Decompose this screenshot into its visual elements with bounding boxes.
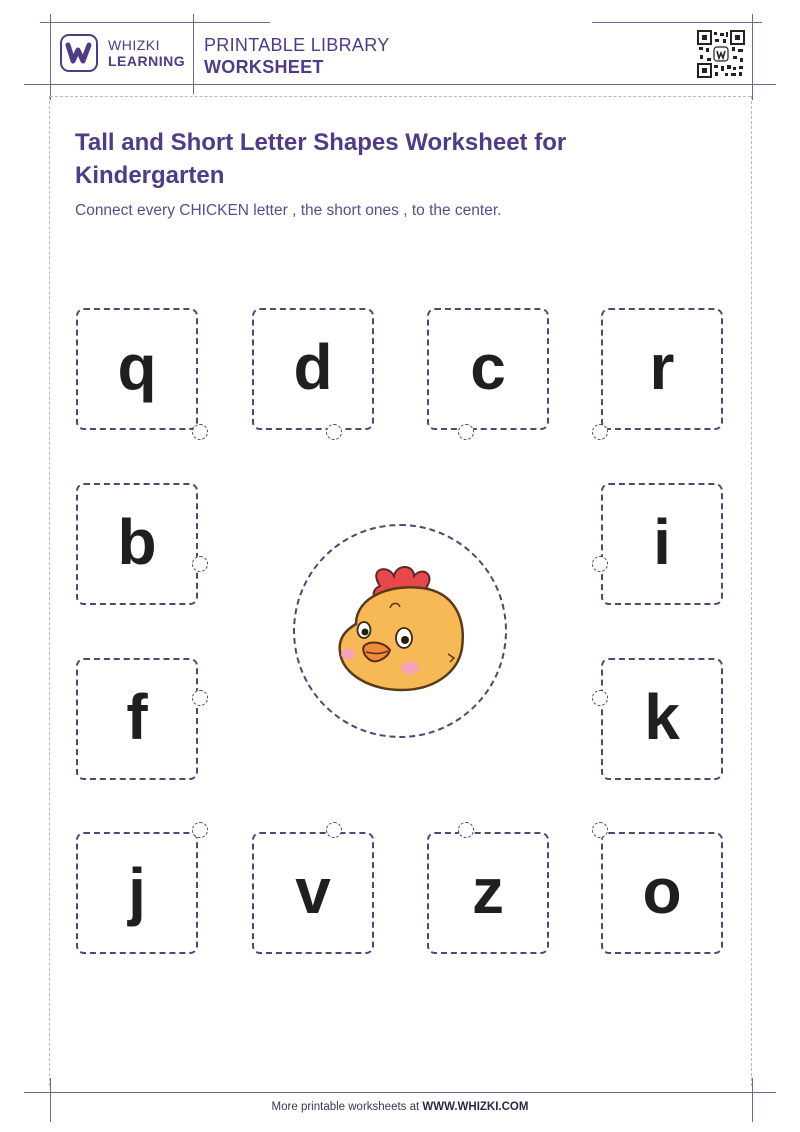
letter-text: f: [126, 681, 148, 753]
connector-dot[interactable]: [192, 822, 208, 838]
letter-text: k: [644, 681, 680, 753]
worksheet-instruction: Connect every CHICKEN letter , the short ones , to the center.: [75, 202, 502, 219]
page-border-left: [49, 96, 50, 1086]
letter-card-4[interactable]: [601, 308, 723, 430]
logo-text-whizki: WHIZKI: [108, 37, 160, 53]
letter-text: b: [117, 506, 157, 578]
connector-dot[interactable]: [458, 424, 474, 440]
header-divider: [193, 14, 194, 94]
letter-card-10[interactable]: [252, 832, 374, 954]
letter-card-12[interactable]: [601, 832, 723, 954]
letter-card-8[interactable]: [601, 658, 723, 780]
letter-card-11[interactable]: [427, 832, 549, 954]
letter-card-7[interactable]: [76, 658, 198, 780]
connector-dot[interactable]: [192, 690, 208, 706]
letter-card-5[interactable]: [76, 483, 198, 605]
frame-right-line: [752, 14, 753, 100]
letter-text: j: [128, 855, 146, 927]
letter-text: z: [472, 855, 504, 927]
worksheet-title: Tall and Short Letter Shapes Worksheet for Kindergarten: [75, 129, 567, 189]
page-border-right: [751, 96, 752, 1086]
header-top-rule-left: [40, 22, 270, 23]
header-label-worksheet: WORKSHEET: [204, 57, 324, 77]
letter-text: v: [295, 855, 331, 927]
footer-link[interactable]: WWW.WHIZKI.COM: [422, 1101, 529, 1113]
header-top-rule-right: [592, 22, 762, 23]
connector-dot[interactable]: [592, 690, 608, 706]
logo-text-learning: LEARNING: [108, 53, 186, 69]
letter-text: o: [642, 855, 682, 927]
connector-dot[interactable]: [592, 822, 608, 838]
connector-dot[interactable]: [592, 556, 608, 572]
letter-text: c: [470, 331, 506, 403]
connector-dot[interactable]: [192, 424, 208, 440]
footer-credit: [0, 1101, 800, 1113]
header-label-library: PRINTABLE LIBRARY: [204, 35, 390, 55]
letter-card-1[interactable]: [76, 308, 198, 430]
frame-left-line: [50, 14, 51, 100]
header-bottom-rule: [24, 84, 776, 85]
letter-text: d: [293, 331, 333, 403]
letter-text: r: [649, 331, 675, 403]
letter-text: i: [653, 506, 671, 578]
page-border-top: [50, 96, 751, 97]
letter-card-9[interactable]: [76, 832, 198, 954]
w-letter-logo-icon: [60, 34, 98, 72]
footer-left-line: [50, 1078, 51, 1122]
letter-card-6[interactable]: [601, 483, 723, 605]
footer-right-line: [752, 1078, 753, 1122]
footer-text: More printable worksheets at: [271, 1101, 420, 1113]
connector-dot[interactable]: [592, 424, 608, 440]
letter-card-3[interactable]: [427, 308, 549, 430]
letter-text: q: [117, 331, 157, 403]
qr-code-icon: [697, 30, 745, 78]
connector-dot[interactable]: [458, 822, 474, 838]
chicken-icon: [330, 562, 470, 697]
connector-dot[interactable]: [192, 556, 208, 572]
footer-rule: [24, 1092, 776, 1093]
letter-card-2[interactable]: [252, 308, 374, 430]
connector-dot[interactable]: [326, 424, 342, 440]
connector-dot[interactable]: [326, 822, 342, 838]
